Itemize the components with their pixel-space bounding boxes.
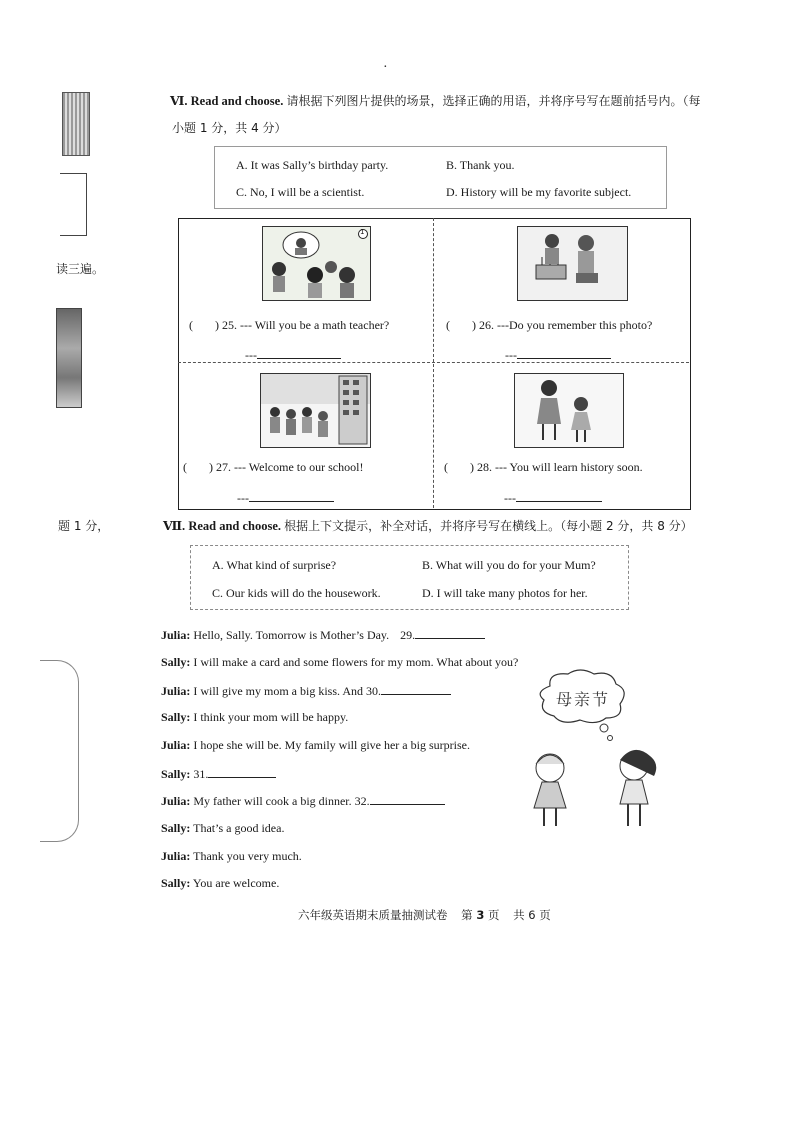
dialogue-text: You are welcome.	[192, 876, 280, 890]
answer-paren-close: )	[472, 318, 476, 332]
section7-instruction: 根据上下文提示，补全对话，并将序号写在横线上。（每小题 2 分，共 8 分）	[284, 519, 693, 533]
dialogue-line	[161, 793, 445, 809]
picture-school	[260, 373, 371, 448]
footer-page-number: 3	[476, 908, 485, 922]
dialogue-line	[161, 627, 485, 643]
answer-prefix: ---	[245, 348, 257, 362]
answer-blank-29[interactable]	[415, 627, 485, 639]
answer-paren-close: )	[215, 318, 219, 332]
dialogue-text: I think your mom will be happy.	[193, 710, 349, 724]
birthday-illustration	[518, 227, 627, 300]
margin-text-fragment: 题 1 分，	[58, 519, 110, 533]
answer-blank-26[interactable]	[517, 347, 611, 359]
margin-box-fragment	[60, 173, 87, 236]
answer-blank-32[interactable]	[370, 793, 445, 805]
section6-title: Read and choose.	[190, 94, 284, 108]
footer-page-post: 页	[487, 908, 500, 922]
answer-prefix: ---	[237, 491, 249, 505]
bubble-text: 母亲节	[556, 690, 611, 709]
page-dot: ·	[383, 60, 388, 75]
answer-blank-31[interactable]	[208, 766, 276, 778]
speaker-sally: Sally:	[161, 821, 191, 835]
dialogue-text: 31.	[193, 767, 209, 781]
section6-heading	[170, 92, 700, 109]
question-26-text: 26. ---Do you remember this photo?	[479, 318, 653, 332]
dialogue-text: That’s a good idea.	[193, 821, 285, 835]
answer-prefix: ---	[504, 491, 516, 505]
grid-vertical-divider	[433, 218, 434, 508]
answer-paren-open: (	[189, 318, 193, 332]
answer-blank-25[interactable]	[257, 347, 341, 359]
margin-image-fragment	[62, 92, 90, 156]
speaker-sally: Sally:	[161, 767, 191, 781]
question-25	[189, 318, 389, 333]
footer-title: 六年级英语期末质量抽测试卷	[298, 908, 448, 922]
dialogue-line	[161, 738, 470, 753]
picture-badge: 1	[360, 228, 365, 236]
dialogue-text: I will give my mom a big kiss. And 30.	[193, 684, 382, 698]
question-28	[444, 460, 643, 475]
section7-number: Ⅶ.	[163, 519, 186, 533]
dialogue-text: I hope she will be. My family will give her a big surprise.	[193, 738, 470, 752]
school-illustration	[261, 374, 370, 447]
answer-blank-30[interactable]	[381, 683, 451, 695]
section6-number: Ⅵ.	[170, 94, 188, 108]
answer-prefix: ---	[505, 348, 517, 362]
option-a: A. It was Sally’s birthday party.	[236, 158, 389, 172]
dialogue-line	[161, 655, 518, 670]
section7-title: Read and choose.	[188, 519, 282, 533]
section7-heading	[163, 517, 693, 534]
dialogue-line	[161, 876, 279, 891]
section6-instruction-cont: 小题 1 分，共 4 分）	[172, 121, 287, 135]
dialogue-text: My father will cook a big dinner. 32.	[193, 794, 370, 808]
answer-line-28	[504, 490, 602, 506]
question-28-text: 28. --- You will learn history soon.	[477, 460, 643, 474]
option-b: B. What will you do for your Mum?	[422, 558, 596, 572]
speaker-sally: Sally:	[161, 655, 191, 669]
picture-birthday	[517, 226, 628, 301]
page-footer	[298, 907, 551, 923]
footer-page-pre: 第	[461, 908, 473, 922]
question-26	[446, 318, 652, 333]
answer-paren-close: )	[470, 460, 474, 474]
dialogue-text: Hello, Sally. Tomorrow is Mother’s Day.	[193, 628, 390, 642]
question-27	[183, 460, 363, 475]
speaker-julia: Julia:	[161, 794, 191, 808]
section6-instruction: 请根据下列图片提供的场景，选择正确的用语，并将序号写在题前括号内。（每	[286, 94, 701, 108]
two-girls-illustration	[515, 374, 623, 447]
question-27-text: 27. --- Welcome to our school!	[216, 460, 364, 474]
answer-line-26	[505, 347, 611, 363]
speaker-julia: Julia:	[161, 628, 191, 642]
question-25-text: 25. --- Will you be a math teacher?	[222, 318, 390, 332]
mothers-day-illustration	[520, 668, 670, 834]
picture-class-scene	[262, 226, 371, 301]
option-d: D. I will take many photos for her.	[422, 586, 588, 600]
dialogue-line	[161, 683, 451, 699]
speaker-sally: Sally:	[161, 710, 191, 724]
margin-frame-fragment	[40, 660, 79, 842]
picture-two-girls	[514, 373, 624, 448]
dialogue-line	[161, 821, 284, 836]
dialogue-line	[161, 766, 276, 782]
answer-blank-27[interactable]	[249, 490, 334, 502]
option-b: B. Thank you.	[446, 158, 515, 172]
speaker-julia: Julia:	[161, 849, 191, 863]
dialogue-line	[161, 710, 348, 725]
answer-blank-28[interactable]	[516, 490, 602, 502]
margin-image-fragment	[56, 308, 82, 408]
option-c: C. Our kids will do the housework.	[212, 586, 381, 600]
dialogue-text: I will make a card and some flowers for my mom. What about you?	[193, 655, 519, 669]
blank-number-29: 29.	[400, 628, 416, 642]
option-c: C. No, I will be a scientist.	[236, 185, 365, 199]
answer-line-25	[245, 347, 341, 363]
dialogue-text: Thank you very much.	[193, 849, 302, 863]
answer-paren-open: (	[444, 460, 448, 474]
speaker-julia: Julia:	[161, 684, 191, 698]
option-d: D. History will be my favorite subject.	[446, 185, 632, 199]
answer-paren-open: (	[183, 460, 187, 474]
answer-line-27	[237, 490, 334, 506]
speaker-sally: Sally:	[161, 876, 191, 890]
footer-total: 共 6 页	[513, 908, 551, 922]
dialogue-line	[161, 849, 302, 864]
margin-text-fragment: 读三遍。	[56, 262, 105, 276]
answer-paren-close: )	[209, 460, 213, 474]
option-a: A. What kind of surprise?	[212, 558, 337, 572]
answer-paren-open: (	[446, 318, 450, 332]
speaker-julia: Julia:	[161, 738, 191, 752]
class-scene-illustration	[263, 227, 370, 300]
